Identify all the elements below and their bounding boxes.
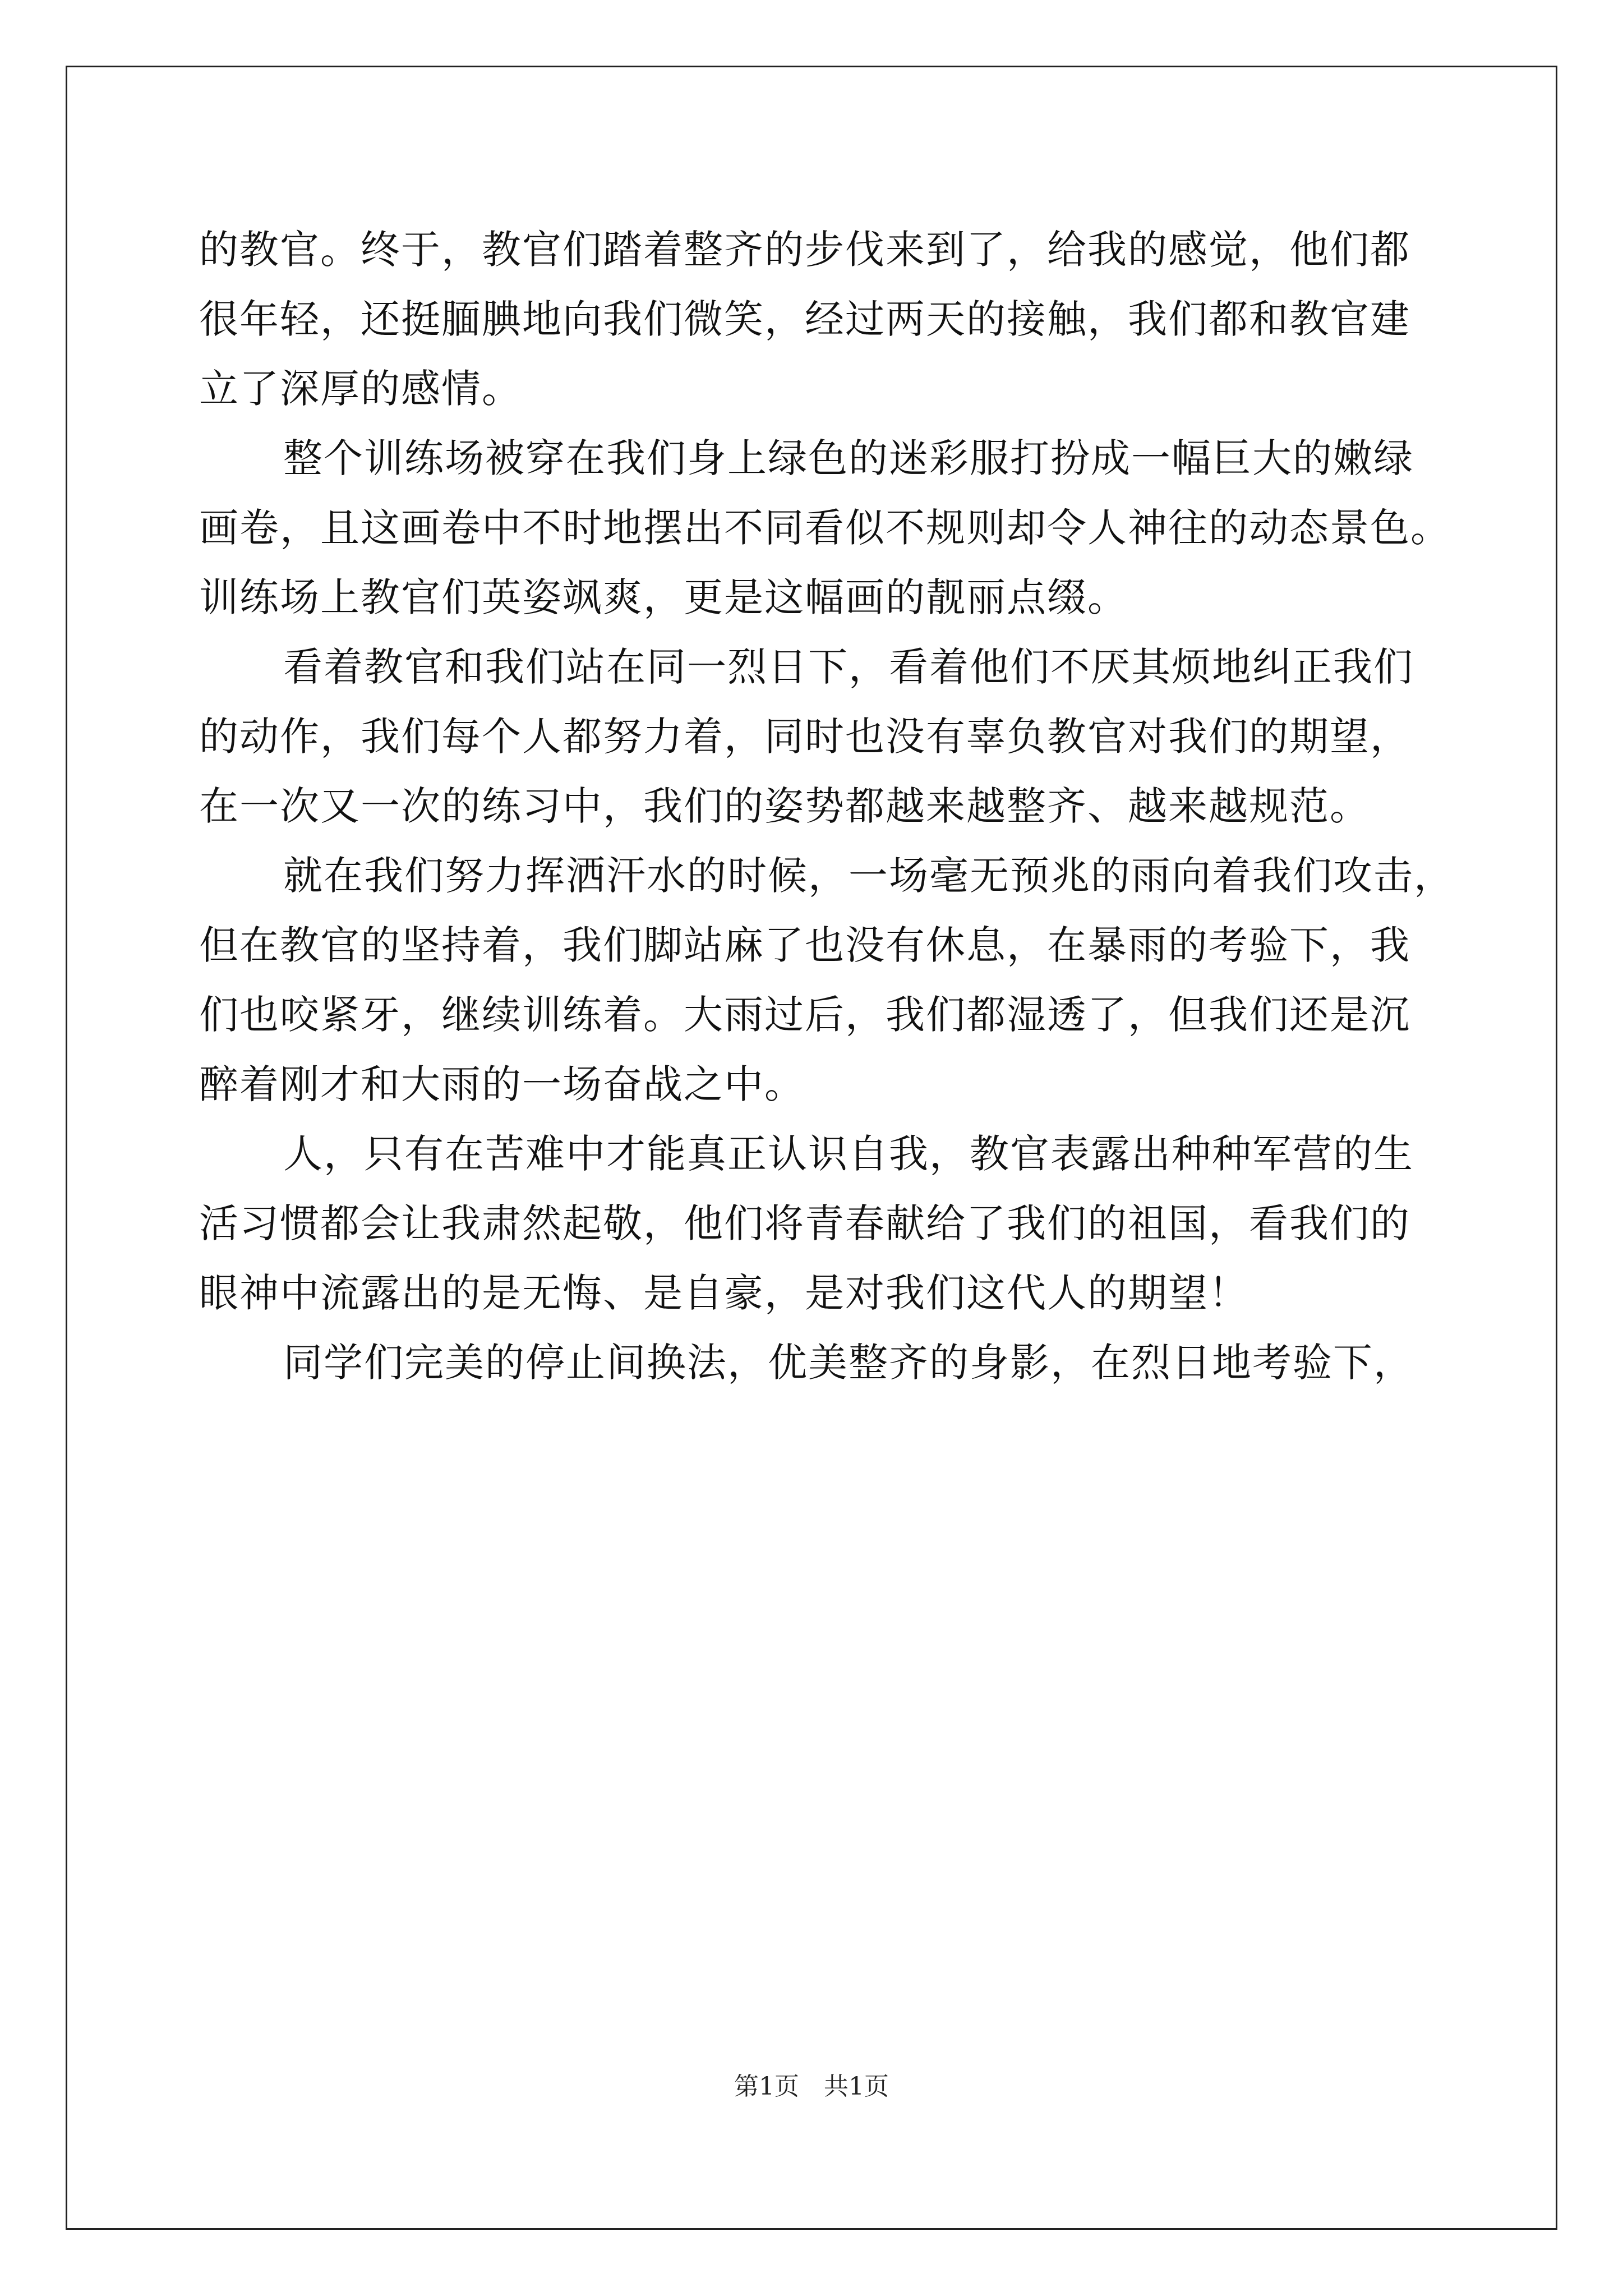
text-line: 活习惯都会让我肃然起敬，他们将青春献给了我们的祖国，看我们的 (199, 1200, 1410, 1246)
text-line: 眼神中流露出的是无悔、是自豪，是对我们这代人的期望！ (199, 1270, 1249, 1316)
text-line: 训练场上教官们英姿飒爽，更是这幅画的靓丽点缀。 (199, 574, 1128, 620)
paragraph-first-line: 人，只有在苦难中才能真正认识自我，教官表露出种种军营的生 (283, 1131, 1414, 1177)
page-number-footer: 第1页 共1页 (734, 2072, 889, 2101)
text-line: 但在教官的坚持着，我们脚站麻了也没有休息，在暴雨的考验下，我 (199, 922, 1410, 968)
text-line: 们也咬紧牙，继续训练着。大雨过后，我们都湿透了，但我们还是沉 (199, 992, 1410, 1038)
text-line: 立了深厚的感情。 (199, 366, 522, 412)
text-line: 的教官。终于，教官们踏着整齐的步伐来到了，给我的感觉，他们都 (199, 227, 1410, 273)
text-line: 醉着刚才和大雨的一场奋战之中。 (199, 1061, 805, 1107)
paragraph-first-line: 整个训练场被穿在我们身上绿色的迷彩服打扮成一幅巨大的嫩绿 (283, 435, 1414, 481)
paragraph-first-line: 就在我们努力挥洒汗水的时候，一场毫无预兆的雨向着我们攻击， (283, 853, 1454, 899)
text-line: 画卷，且这画卷中不时地摆出不同看似不规则却令人神往的动态景色。 (199, 505, 1451, 551)
document-body (199, 215, 1454, 1397)
text-line: 很年轻，还挺腼腆地向我们微笑，经过两天的接触，我们都和教官建 (199, 296, 1410, 342)
text-line: 在一次又一次的练习中，我们的姿势都越来越整齐、越来越规范。 (199, 783, 1370, 829)
paragraph-first-line: 同学们完美的停止间换法，优美整齐的身影，在烈日地考验下， (283, 1340, 1414, 1386)
text-line: 的动作，我们每个人都努力着，同时也没有辜负教官对我们的期望， (199, 714, 1410, 760)
paragraph-first-line: 看着教官和我们站在同一烈日下，看着他们不厌其烦地纠正我们 (283, 644, 1414, 690)
